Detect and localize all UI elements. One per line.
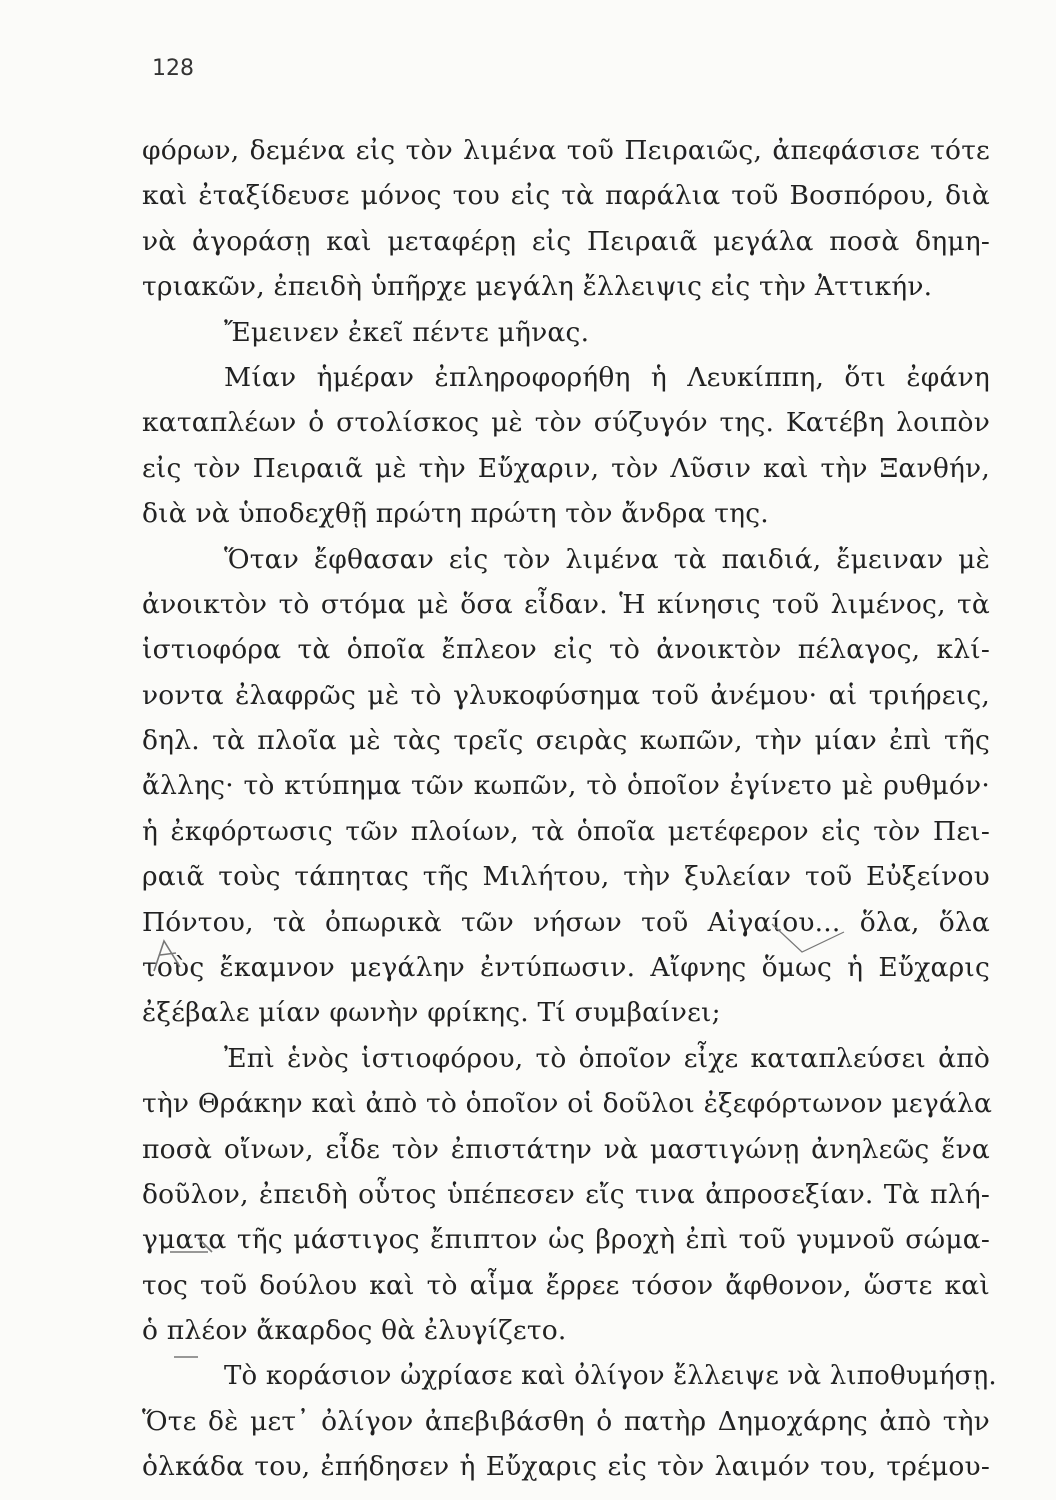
text-line: καταπλέων ὁ στολίσκος μὲ τὸν σύζυγόν της. Κατέβη λοιπὸν bbox=[142, 407, 990, 439]
text-line: καὶ ἐταξίδευσε μόνος του εἰς τὰ παράλια τοῦ Βοσπόρου, διὰ bbox=[142, 180, 990, 212]
text-line: ἱστιοφόρα τὰ ὁποῖα ἔπλεον εἰς τὸ ἀνοικτὸν πέλαγος, κλί- bbox=[142, 634, 990, 666]
text-line: ὁλκάδα του, ἐπήδησεν ἡ Εὔχαρις εἰς τὸν λαιμόν του, τρέμου- bbox=[142, 1451, 990, 1483]
text-line: Πόντου, τὰ ὀπωρικὰ τῶν νήσων τοῦ Αἰγαίου... ὅλα, ὅλα bbox=[142, 906, 990, 938]
text-line: τριακῶν, ἐπειδὴ ὑπῆρχε μεγάλη ἔλλειψις εἰς τὴν Ἀττικήν. bbox=[142, 271, 933, 303]
text-line: ἄλλης· τὸ κτύπημα τῶν κωπῶν, τὸ ὁποῖον ἐγίνετο μὲ ρυθμόν· bbox=[142, 770, 990, 802]
text-line: εἰς τὸν Πειραιᾶ μὲ τὴν Εὔχαριν, τὸν Λῦσιν καὶ τὴν Ξανθήν, bbox=[142, 452, 990, 484]
text-line: Τὸ κοράσιον ὠχρίασε καὶ ὀλίγον ἔλλειψε νὰ λιποθυμήσῃ. bbox=[224, 1360, 997, 1391]
text-line: τος τοῦ δούλου καὶ τὸ αἷμα ἔρρεε τόσον ἄφθονον, ὥστε καὶ bbox=[142, 1269, 990, 1301]
text-line: ποσὰ οἴνων, εἶδε τὸν ἐπιστάτην νὰ μαστιγώνῃ ἀνηλεῶς ἕνα bbox=[142, 1133, 990, 1165]
text-line: Ἐπὶ ἑνὸς ἱστιοφόρου, τὸ ὁποῖον εἶχε καταπλεύσει ἀπὸ bbox=[224, 1042, 990, 1074]
pencil-arrow-icon bbox=[168, 1232, 218, 1262]
pencil-check-icon bbox=[768, 918, 848, 958]
text-line: τοὺς ἔκαμνον μεγάλην ἐντύπωσιν. Αἴφνης ὅμως ἡ Εὔχαρις bbox=[142, 952, 990, 984]
text-line: ὁ πλέον ἄκαρδος θὰ ἐλυγίζετο. bbox=[142, 1315, 567, 1347]
text-line: ἀνοικτὸν τὸ στόμα μὲ ὅσα εἶδαν. Ἡ κίνησις τοῦ λιμένος, τὰ bbox=[142, 588, 990, 620]
text-line: Ὅταν ἔφθασαν εἰς τὸν λιμένα τὰ παιδιά, ἔμειναν μὲ bbox=[224, 543, 990, 575]
text-line: νὰ ἀγοράσῃ καὶ μεταφέρῃ εἰς Πειραιᾶ μεγάλα ποσὰ δημη- bbox=[142, 225, 990, 257]
text-line: ραιᾶ τοὺς τάπητας τῆς Μιλήτου, τὴν ξυλείαν τοῦ Εὐξείνου bbox=[142, 861, 990, 893]
pencil-dash-icon bbox=[172, 1352, 202, 1362]
page-number: 128 bbox=[152, 56, 194, 81]
pencil-mark-icon bbox=[150, 935, 210, 975]
text-line: δηλ. τὰ πλοῖα μὲ τὰς τρεῖς σειρὰς κωπῶν, τὴν μίαν ἐπὶ τῆς bbox=[142, 725, 990, 757]
text-line: γματα τῆς μάστιγος ἔπιπτον ὡς βροχὴ ἐπὶ τοῦ γυμνοῦ σώμα- bbox=[142, 1224, 990, 1256]
text-line: ἐξέβαλε μίαν φωνὴν φρίκης. Τί συμβαίνει; bbox=[142, 997, 721, 1029]
text-line: νοντα ἐλαφρῶς μὲ τὸ γλυκοφύσημα τοῦ ἀνέμου· αἱ τριήρεις, bbox=[142, 679, 990, 711]
body-text bbox=[142, 128, 997, 1490]
text-line: διὰ νὰ ὑποδεχθῇ πρώτη πρώτη τὸν ἄνδρα της. bbox=[142, 498, 769, 530]
text-line: φόρων, δεμένα εἰς τὸν λιμένα τοῦ Πειραιῶς, ἀπεφάσισε τότε bbox=[142, 135, 990, 166]
text-line: δοῦλον, ἐπειδὴ οὗτος ὑπέπεσεν εἴς τινα ἀπροσεξίαν. Τὰ πλή- bbox=[142, 1178, 990, 1210]
text-line: Ἔμεινεν ἐκεῖ πέντε μῆνας. bbox=[224, 316, 590, 348]
text-line: ἡ ἐκφόρτωσις τῶν πλοίων, τὰ ὁποῖα μετέφερον εἰς τὸν Πει- bbox=[142, 815, 990, 847]
text-line: Μίαν ἡμέραν ἐπληροφορήθη ἡ Λευκίππη, ὅτι ἐφάνη bbox=[224, 361, 990, 393]
text-line: Ὅτε δὲ μετ᾽ ὀλίγον ἀπεβιβάσθη ὁ πατὴρ Δημοχάρης ἀπὸ τὴν bbox=[142, 1405, 990, 1437]
text-line: τὴν Θράκην καὶ ἀπὸ τὸ ὁποῖον οἱ δοῦλοι ἐξεφόρτωνον μεγάλα bbox=[142, 1088, 993, 1120]
